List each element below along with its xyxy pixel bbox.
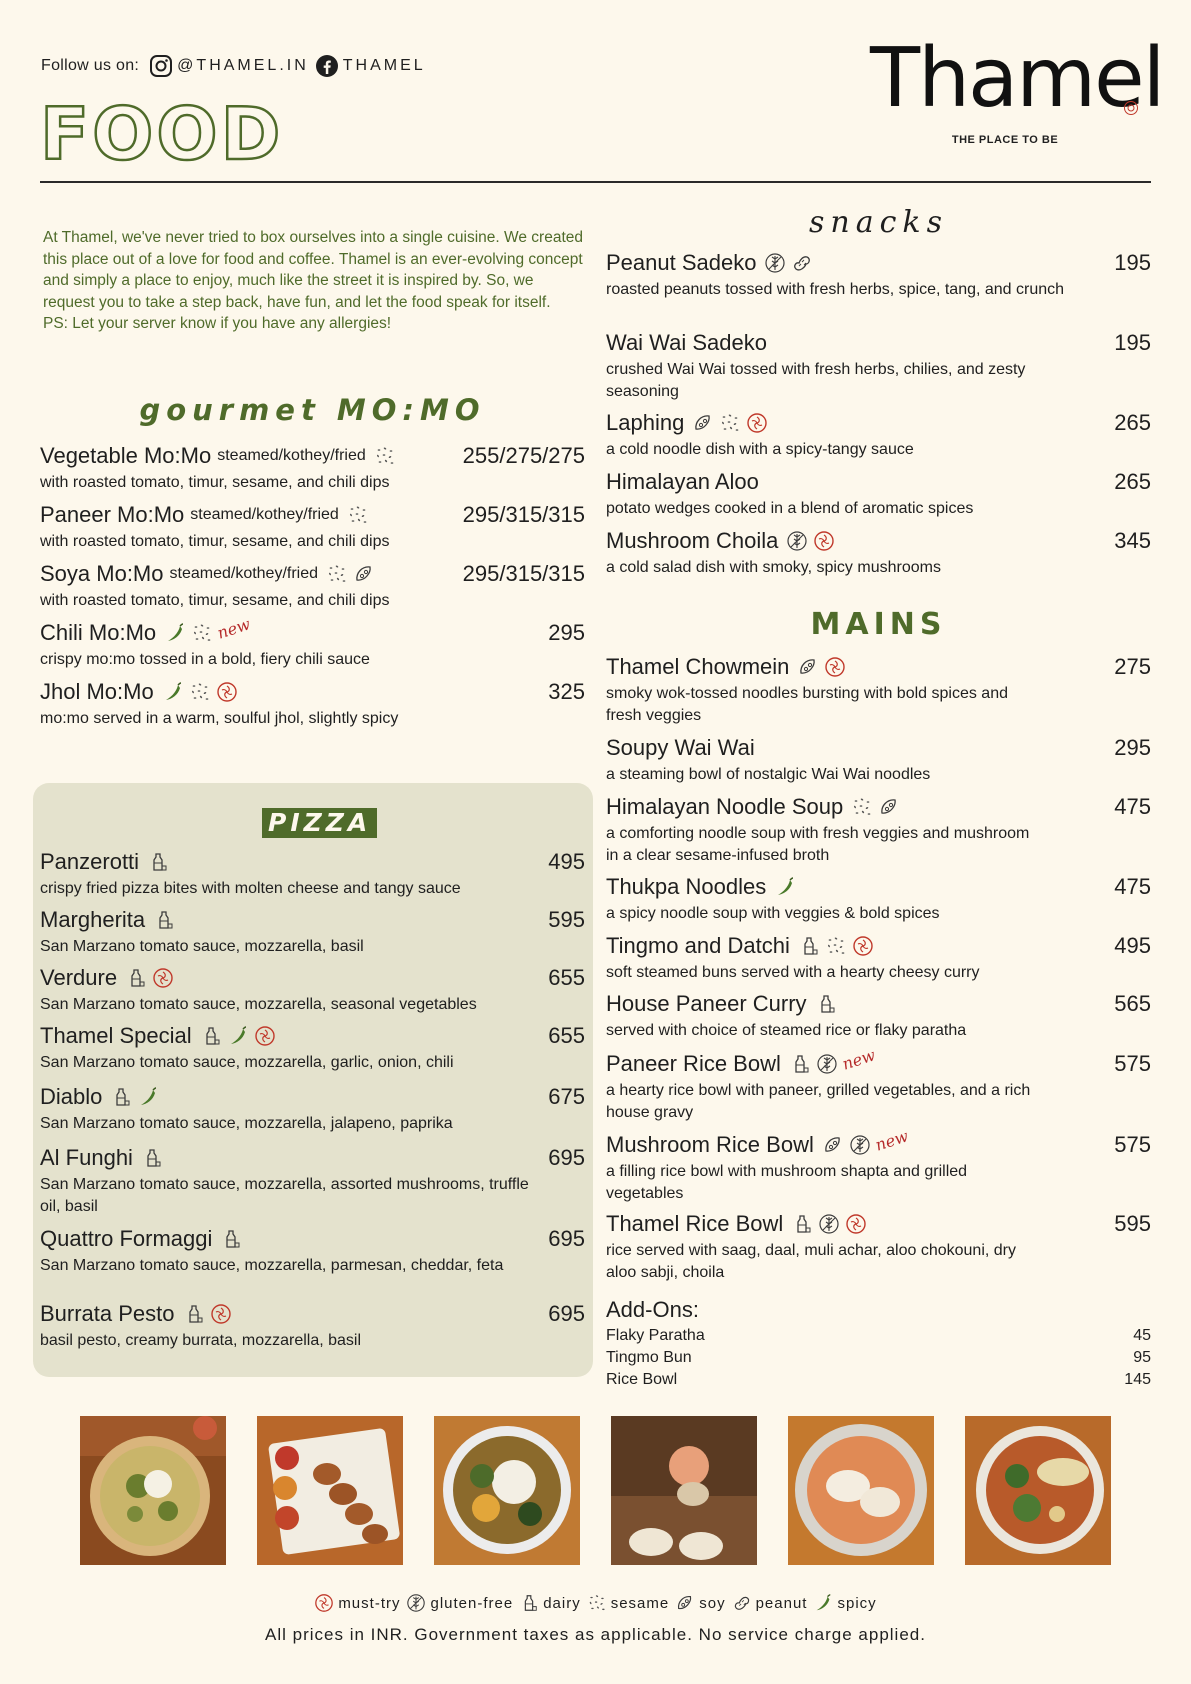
item-name: Jhol Mo:Mo — [40, 679, 154, 704]
peanut-icon — [791, 252, 813, 274]
item-price: 265 — [1114, 469, 1151, 494]
item-description: basil pesto, creamy burrata, mozzarella, basil — [40, 1332, 362, 1349]
menu-item — [40, 1023, 585, 1074]
item-preparation: steamed/kothey/fried — [217, 447, 366, 464]
item-name: Laphing — [606, 410, 685, 435]
item-name: Al Funghi — [40, 1145, 133, 1170]
momo-heading: gourmet MO:MO — [139, 393, 486, 427]
legend-label: sesame — [610, 1594, 670, 1612]
dairy-icon — [789, 1053, 811, 1075]
item-description: potato wedges cooked in a blend of aromatic spices — [606, 500, 974, 517]
momo-dip-photo — [611, 1416, 757, 1565]
legend-item — [813, 1593, 876, 1613]
addon-price: 145 — [1124, 1371, 1151, 1388]
dietary-icons — [220, 1228, 242, 1250]
menu-item — [606, 1044, 1151, 1124]
item-name: Chili Mo:Mo — [40, 620, 157, 645]
item-description: a cold salad dish with smoky, spicy mushrooms — [606, 559, 941, 576]
legend-label: spicy — [837, 1594, 877, 1612]
legend-label: must-try — [338, 1594, 401, 1612]
item-name: Tingmo and Datchi — [606, 933, 790, 958]
item-name: Quattro Formaggi — [40, 1226, 213, 1251]
item-description: a steaming bowl of nostalgic Wai Wai noodles — [606, 766, 931, 783]
menu-item — [40, 965, 585, 1016]
dietary-icons — [791, 1213, 867, 1235]
snacks-heading: snacks — [809, 205, 948, 240]
spicy-icon — [774, 876, 796, 898]
rice-bowl-photo — [434, 1416, 580, 1565]
soy-icon — [675, 1593, 695, 1613]
must-try-icon — [314, 1593, 334, 1613]
follow-label: Follow us on: — [41, 57, 140, 74]
spicy-icon — [813, 1593, 833, 1613]
dietary-icons — [153, 909, 175, 931]
must-try-icon — [210, 1303, 232, 1325]
item-description: a cold noodle dish with a spicy-tangy sauce — [606, 441, 914, 458]
item-description: mo:mo served in a warm, soulful jhol, slightly spicy — [40, 710, 399, 727]
menu-item — [40, 561, 585, 612]
item-price: 695 — [548, 1145, 585, 1170]
item-name: Paneer Mo:Mo — [40, 502, 185, 527]
new-badge: new — [215, 613, 253, 643]
item-name: Peanut Sadeko — [606, 250, 757, 275]
item-price: 575 — [1114, 1051, 1151, 1076]
mains-heading: MAINS — [810, 607, 947, 642]
item-preparation: steamed/kothey/fried — [169, 565, 319, 582]
pizza-photo — [80, 1416, 226, 1565]
item-price: 655 — [548, 965, 585, 990]
sesame-icon — [347, 504, 369, 526]
gluten-free-icon — [764, 252, 786, 274]
menu-item — [40, 1084, 585, 1135]
legend-label: soy — [699, 1594, 726, 1612]
legend-item — [587, 1593, 670, 1613]
item-description: roasted peanuts tossed with fresh herbs, spice, tang, and crunch — [606, 281, 1065, 298]
menu-item — [40, 679, 585, 730]
item-name: Mushroom Choila — [606, 528, 779, 553]
item-price: 345 — [1114, 528, 1151, 553]
dietary-icons — [110, 1086, 159, 1108]
item-description: crushed Wai Wai tossed with fresh herbs, chilies, and zesty seasoning — [606, 361, 1026, 400]
item-description: rice served with saag, daal, muli achar, aloo chokouni, dry aloo sabji, choila — [606, 1242, 1016, 1281]
legend-label: gluten-free — [430, 1594, 514, 1612]
item-description: crispy fried pizza bites with molten cheese and tangy sauce — [40, 880, 461, 897]
sesame-icon — [825, 935, 847, 957]
item-price: 495 — [548, 849, 585, 874]
dairy-icon — [220, 1228, 242, 1250]
dairy-icon — [110, 1086, 132, 1108]
facebook-handle[interactable]: THAMEL — [342, 57, 426, 74]
menu-item — [606, 469, 1151, 520]
footer-note: All prices in INR. Government taxes as applicable. No service charge applied. — [265, 1625, 926, 1644]
item-description: smoky wok-tossed noodles bursting with bold spices and fresh veggies — [606, 685, 1008, 724]
item-name: Verdure — [40, 965, 118, 990]
dietary-icons — [141, 1147, 163, 1169]
facebook-icon[interactable] — [315, 54, 339, 78]
dietary-icons — [162, 681, 238, 703]
menu-item — [40, 613, 585, 671]
gluten-free-icon — [406, 1593, 426, 1613]
dietary-icons — [815, 993, 837, 1015]
dairy-icon — [519, 1593, 539, 1613]
legend-item — [519, 1593, 581, 1613]
item-price: 575 — [1114, 1132, 1151, 1157]
must-try-icon — [746, 412, 768, 434]
item-name: Diablo — [40, 1084, 103, 1109]
must-try-icon — [254, 1025, 276, 1047]
dietary-icons — [764, 252, 813, 274]
dietary-icons — [326, 563, 375, 585]
item-description: crispy mo:mo tossed in a bold, fiery chili sauce — [40, 651, 370, 668]
menu-item — [40, 907, 585, 958]
dietary-icons — [774, 876, 796, 898]
dairy-icon — [815, 993, 837, 1015]
item-price: 255/275/275 — [462, 443, 585, 468]
must-try-icon — [152, 967, 174, 989]
dairy-icon — [183, 1303, 205, 1325]
menu-item — [606, 933, 1151, 984]
dietary-icons — [147, 851, 169, 873]
addon-name: Tingmo Bun — [606, 1349, 692, 1366]
item-price: 495 — [1114, 933, 1151, 958]
gluten-free-icon — [849, 1134, 871, 1156]
legend-item — [314, 1593, 400, 1613]
addon-name: Rice Bowl — [606, 1371, 678, 1388]
must-try-icon — [813, 530, 835, 552]
item-name: Soupy Wai Wai — [606, 735, 755, 760]
legend-label: dairy — [543, 1594, 581, 1612]
menu-item — [606, 1211, 1151, 1284]
page-title: FOOD — [40, 92, 284, 176]
item-description: a spicy noodle soup with veggies & bold spices — [606, 905, 940, 922]
new-badge: new — [872, 1125, 911, 1155]
dietary-icons — [822, 1134, 871, 1156]
item-price: 565 — [1114, 991, 1151, 1016]
intro — [43, 227, 588, 335]
sesame-icon — [851, 796, 873, 818]
momo-curry-photo — [788, 1416, 934, 1565]
legend-item — [406, 1593, 513, 1613]
dairy-icon — [147, 851, 169, 873]
sesame-icon — [189, 681, 211, 703]
addon-name: Flaky Paratha — [606, 1327, 705, 1344]
item-description: San Marzano tomato sauce, mozzarella, assorted mushrooms, truffle oil, basil — [40, 1176, 529, 1215]
dairy-icon — [141, 1147, 163, 1169]
item-name: House Paneer Curry — [606, 991, 807, 1016]
item-price: 475 — [1114, 874, 1151, 899]
tagline: THE PLACE TO BE — [951, 134, 1059, 146]
dietary-icons — [692, 412, 768, 434]
item-price: 295/315/315 — [462, 561, 585, 586]
item-price: 475 — [1114, 794, 1151, 819]
menu-item — [606, 1125, 1151, 1205]
item-name: Himalayan Aloo — [606, 469, 759, 494]
dairy-icon — [200, 1025, 222, 1047]
item-description: San Marzano tomato sauce, mozzarella, parmesan, cheddar, feta — [40, 1257, 504, 1274]
dietary-icons — [183, 1303, 232, 1325]
item-description: with roasted tomato, timur, sesame, and chili dips — [40, 533, 390, 550]
item-price: 295/315/315 — [462, 502, 585, 527]
item-name: Himalayan Noodle Soup — [606, 794, 844, 819]
dietary-icons — [789, 1053, 838, 1075]
menu-item — [606, 654, 1151, 727]
dietary-icons — [797, 656, 846, 678]
item-price: 325 — [548, 679, 585, 704]
soy-icon — [822, 1134, 844, 1156]
item-description: a hearty rice bowl with paneer, grilled vegetables, and a rich house gravy — [606, 1082, 1031, 1121]
spicy-icon — [162, 681, 184, 703]
item-description: a filling rice bowl with mushroom shapta and grilled vegetables — [606, 1163, 968, 1202]
must-try-icon — [852, 935, 874, 957]
legend-item — [675, 1593, 725, 1613]
must-try-icon — [216, 681, 238, 703]
dairy-icon — [791, 1213, 813, 1235]
item-name: Thukpa Noodles — [606, 874, 767, 899]
dietary-icons — [347, 504, 369, 526]
intro-ps: PS: Let your server know if you have any allergies! — [43, 315, 392, 332]
item-name: Burrata Pesto — [40, 1301, 175, 1326]
item-description: San Marzano tomato sauce, mozzarella, jalapeno, paprika — [40, 1115, 453, 1132]
item-price: 195 — [1114, 330, 1151, 355]
menu-item — [606, 410, 1151, 461]
item-name: Paneer Rice Bowl — [606, 1051, 781, 1076]
header-divider — [40, 181, 1151, 183]
menu-item — [40, 1145, 585, 1218]
item-price: 295 — [1114, 735, 1151, 760]
item-description: San Marzano tomato sauce, mozzarella, seasonal vegetables — [40, 996, 477, 1013]
menu-item — [606, 735, 1151, 786]
pizza-heading: PIZZA — [262, 808, 377, 838]
dietary-icons — [200, 1025, 276, 1047]
must-try-icon — [824, 656, 846, 678]
item-description: soft steamed buns served with a hearty cheesy curry — [606, 964, 980, 981]
logo — [870, 31, 1164, 146]
sesame-icon — [374, 445, 396, 467]
menu-item — [606, 794, 1151, 867]
menu-item — [40, 1301, 585, 1352]
item-description: served with choice of steamed rice or flaky paratha — [606, 1022, 967, 1039]
logo-mark-icon — [1123, 100, 1139, 116]
addon-item — [606, 1349, 1151, 1367]
item-price: 265 — [1114, 410, 1151, 435]
item-price: 275 — [1114, 654, 1151, 679]
item-name: Margherita — [40, 907, 146, 932]
dairy-icon — [125, 967, 147, 989]
item-price: 695 — [548, 1301, 585, 1326]
item-price: 655 — [548, 1023, 585, 1048]
item-name: Soya Mo:Mo — [40, 561, 164, 586]
item-name: Panzerotti — [40, 849, 140, 874]
item-preparation: steamed/kothey/fried — [190, 506, 339, 523]
menu-item — [606, 991, 1151, 1042]
must-try-icon — [845, 1213, 867, 1235]
item-name: Thamel Special — [40, 1023, 192, 1048]
legend — [0, 1593, 1191, 1613]
sesame-icon — [191, 622, 213, 644]
item-name: Wai Wai Sadeko — [606, 330, 767, 355]
legend-item — [732, 1593, 808, 1613]
peanut-icon — [732, 1593, 752, 1613]
intro-text: At Thamel, we've never tried to box ourselves into a single cuisine. We created this place out of a love for food and coffee. Thamel is an ever-evolving concept and simply a place to enjoy, much like the street it is inspired by. So, we request you to take a step back, have fun, and let the food speak for itself. — [43, 229, 583, 311]
sesame-icon — [719, 412, 741, 434]
menu-item — [606, 250, 1151, 301]
gluten-free-icon — [786, 530, 808, 552]
soy-icon — [878, 796, 900, 818]
item-name: Vegetable Mo:Mo — [40, 443, 212, 468]
dairy-icon — [798, 935, 820, 957]
dietary-icons — [798, 935, 874, 957]
menu-item — [40, 849, 585, 900]
gluten-free-icon — [818, 1213, 840, 1235]
spicy-icon — [227, 1025, 249, 1047]
menu-item — [606, 528, 1151, 579]
new-badge: new — [839, 1044, 878, 1074]
dietary-icons — [374, 445, 396, 467]
item-price: 195 — [1114, 250, 1151, 275]
instagram-handle[interactable]: @THAMEL.IN — [177, 57, 309, 74]
item-description: San Marzano tomato sauce, mozzarella, basil — [40, 938, 364, 955]
menu-item — [606, 874, 1151, 925]
item-price: 595 — [1114, 1211, 1151, 1236]
item-name: Thamel Rice Bowl — [606, 1211, 784, 1236]
addons-heading: Add-Ons: — [606, 1297, 699, 1322]
noodle-soup-photo — [965, 1416, 1111, 1565]
dietary-icons — [851, 796, 900, 818]
menu-item — [40, 1226, 585, 1277]
spicy-icon — [137, 1086, 159, 1108]
item-price: 295 — [548, 620, 585, 645]
dietary-icons — [164, 622, 213, 644]
instagram-icon[interactable] — [149, 54, 173, 78]
soy-icon — [692, 412, 714, 434]
dietary-icons — [125, 967, 174, 989]
sesame-icon — [326, 563, 348, 585]
sesame-icon — [587, 1593, 607, 1613]
logo-text: Thamel — [870, 31, 1164, 126]
menu-item — [40, 502, 585, 553]
cutlets-photo — [257, 1416, 403, 1565]
item-description: with roasted tomato, timur, sesame, and chili dips — [40, 474, 390, 491]
addon-price: 95 — [1133, 1349, 1151, 1366]
soy-icon — [797, 656, 819, 678]
dairy-icon — [153, 909, 175, 931]
item-price: 595 — [548, 907, 585, 932]
dietary-icons — [786, 530, 835, 552]
item-name: Thamel Chowmein — [606, 654, 790, 679]
follow-us — [41, 54, 432, 78]
item-price: 695 — [548, 1226, 585, 1251]
soy-icon — [353, 563, 375, 585]
menu-item — [606, 330, 1151, 403]
gluten-free-icon — [816, 1053, 838, 1075]
menu-item — [40, 443, 585, 494]
item-price: 675 — [548, 1084, 585, 1109]
addon-item — [606, 1371, 1151, 1389]
item-description: a comforting noodle soup with fresh veggies and mushroom in a clear sesame-infused broth — [606, 825, 1030, 864]
item-description: San Marzano tomato sauce, mozzarella, garlic, onion, chili — [40, 1054, 454, 1071]
item-name: Mushroom Rice Bowl — [606, 1132, 814, 1157]
item-description: with roasted tomato, timur, sesame, and chili dips — [40, 592, 390, 609]
addon-item — [606, 1327, 1151, 1345]
spicy-icon — [164, 622, 186, 644]
addon-price: 45 — [1133, 1327, 1151, 1344]
legend-label: peanut — [755, 1594, 808, 1612]
